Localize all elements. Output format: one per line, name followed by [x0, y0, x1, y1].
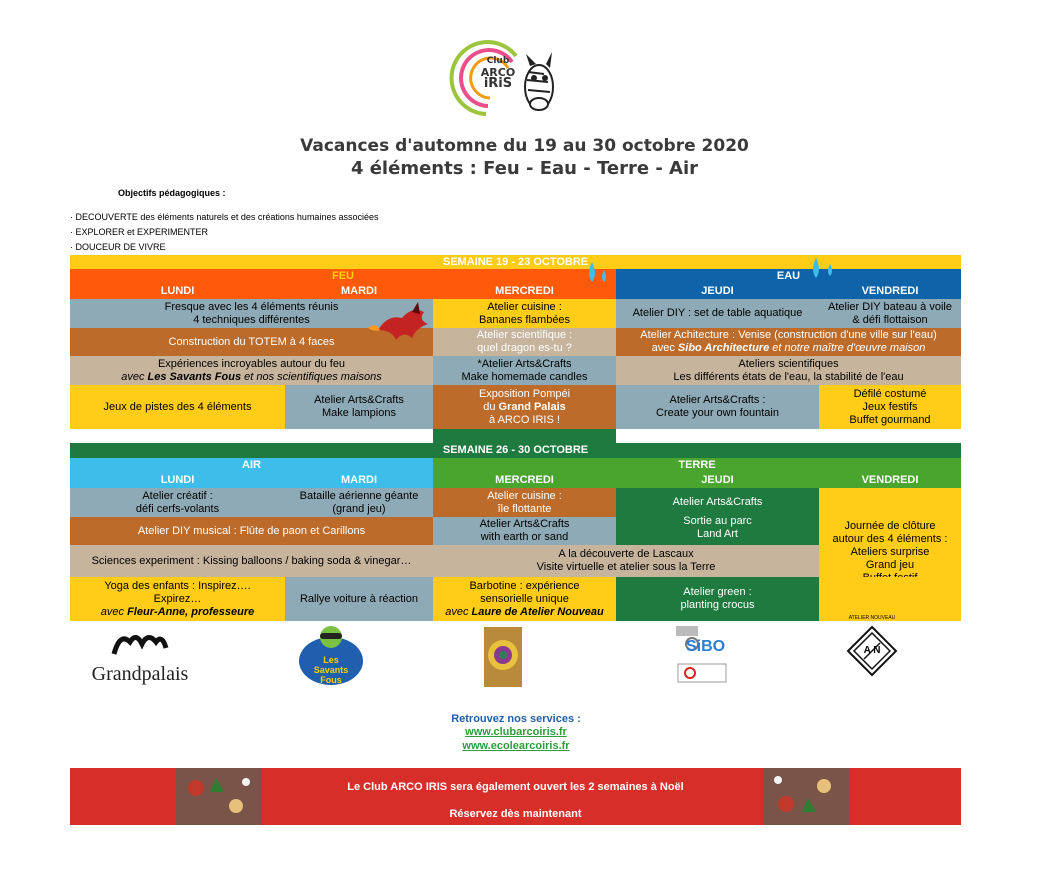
activity-cell: Sciences experiment : Kissing balloons / baking soda & vinegar…	[70, 545, 433, 577]
day-jeudi: JEUDI	[616, 473, 819, 488]
day-vendredi: VENDREDI	[819, 473, 961, 488]
sibo-logo: SiBO	[672, 624, 736, 686]
day-lundi: LUNDI	[70, 473, 285, 488]
day-mardi: MARDI	[285, 473, 433, 488]
website-link[interactable]: www.ecolearcoiris.fr	[462, 740, 570, 752]
banner-line1: Le Club ARCO IRIS sera également ouvert les 2 semaines à Noël	[347, 781, 684, 793]
christmas-banner	[70, 768, 961, 825]
water-drops-icon	[808, 256, 848, 280]
activity-cell: Fresque avec les 4 éléments réunis 4 techniques différentes	[70, 299, 433, 328]
day-mercredi: MERCREDI	[433, 473, 616, 488]
activity-cell: Journée de clôture autour des 4 éléments : Ateliers surprise Grand jeu	[819, 517, 961, 577]
activity-cell: Atelier cuisine : île flottante	[433, 488, 616, 517]
banner-line2[interactable]: Réservez dès maintenant	[449, 808, 582, 820]
element-water: EAU	[616, 269, 961, 284]
dragon-icon	[368, 300, 438, 346]
activity-cell: Ateliers scientifiques Les différents états de l'eau, la stabilité de l'eau	[616, 356, 961, 385]
activity-cell: Jeux de pistes des 4 éléments	[70, 385, 285, 429]
savants-fous-logo: Les Savants Fous	[296, 625, 366, 691]
activity-cell: Rallye voiture à réaction	[285, 577, 433, 621]
logo-iris: iRiS	[483, 76, 513, 91]
week2-title: SEMAINE 26 - 30 OCTOBRE	[70, 443, 961, 458]
activity-cell: Yoga des enfants : Inspirez…. Expirez… avec Fleur-Anne, professeure	[70, 577, 285, 621]
element-air: AIR	[70, 458, 433, 473]
objective-item: · EXPLORER et EXPERIMENTER	[70, 227, 209, 237]
activity-cell: Atelier cuisine : Bananes flambées	[433, 299, 616, 328]
club-arco-iris-logo	[444, 42, 562, 120]
activity-cell: Bataille aérienne géante (grand jeu)	[285, 488, 433, 517]
logo-arco: ARCO	[480, 66, 516, 79]
activity-cell: Atelier Arts&Crafts	[616, 488, 819, 517]
activity-cell: Exposition Pompéi du Grand Palais à ARCO IRIS !	[433, 385, 616, 429]
activity-cell: A la découverte de Lascaux Visite virtuelle et atelier sous la Terre	[433, 545, 819, 577]
element-fire: FEU	[70, 269, 616, 284]
activity-cell: Atelier scientifique : quel dragon es-tu ?	[433, 328, 616, 356]
objectives-heading: Objectifs pédagogiques :	[118, 188, 226, 198]
activity-cell: Atelier DIY : set de table aquatique	[616, 299, 819, 328]
activity-cell: Atelier Arts&Crafts with earth or sand	[433, 517, 616, 545]
activity-cell: Expériences incroyables autour du feu avec Les Savants Fous et nos scientifiques maisons	[70, 356, 433, 385]
week1-title: SEMAINE 19 - 23 OCTOBRE	[70, 255, 961, 269]
logo-club: Club	[486, 56, 510, 66]
day-mercredi: MERCREDI	[433, 284, 616, 299]
activity-cell: Construction du TOTEM à 4 faces	[70, 328, 433, 356]
activity-cell: Défilé costumé Jeux festifs Buffet gourmand	[819, 385, 961, 429]
page-subtitle: 4 éléments : Feu - Eau - Terre - Air	[350, 158, 699, 179]
objective-item: · DOUCEUR DE VIVRE	[70, 242, 166, 252]
activity-cell: Barbotine : expérience sensorielle unique avec Laure de Atelier Nouveau	[433, 577, 616, 621]
rmn-monogram-icon	[110, 628, 170, 658]
website-link[interactable]: www.clubarcoiris.fr	[465, 726, 567, 738]
activity-cell: Atelier DIY bateau à voile & défi flottaison	[819, 299, 961, 328]
activity-cell: Atelier Arts&Crafts : Create your own fountain	[616, 385, 819, 429]
activity-cell: Atelier Achitecture : Venise (construction d'une ville sur l'eau) avec Sibo Architecture et notre maître d'œuvre maison	[616, 328, 961, 356]
activity-cell: Atelier green : planting crocus	[616, 577, 819, 621]
day-jeudi: JEUDI	[616, 284, 819, 299]
grandpalais-logo: Grandpalais	[80, 628, 200, 688]
objective-item: · DECOUVERTE des éléments naturels et des créations humaines associées	[70, 212, 379, 222]
day-lundi: LUNDI	[70, 284, 285, 299]
activity-cell: Atelier DIY musical : Flûte de paon et Carillons	[70, 517, 433, 545]
page-title: Vacances d'automne du 19 au 30 octobre 2020	[300, 136, 749, 156]
day-vendredi: VENDREDI	[819, 284, 961, 299]
water-drops-icon	[584, 260, 624, 284]
element-earth: TERRE	[433, 458, 961, 473]
activity-cell: *Atelier Arts&Crafts Make homemade candles	[433, 356, 616, 385]
services-heading: Retrouvez nos services :	[451, 713, 581, 725]
week-separator	[433, 429, 616, 443]
activity-cell: Atelier créatif : défi cerfs-volants	[70, 488, 285, 517]
atelier-nouveau-logo: A N ATELIER NOUVEAU	[846, 625, 898, 677]
activity-cell	[819, 488, 961, 517]
day-mardi: MARDI	[285, 284, 433, 299]
activity-cell: Atelier Arts&Crafts Make lampions	[285, 385, 433, 429]
atelier-nouveau-artwork	[484, 627, 522, 687]
activity-cell: Sortie au parc Land Art	[616, 510, 819, 545]
